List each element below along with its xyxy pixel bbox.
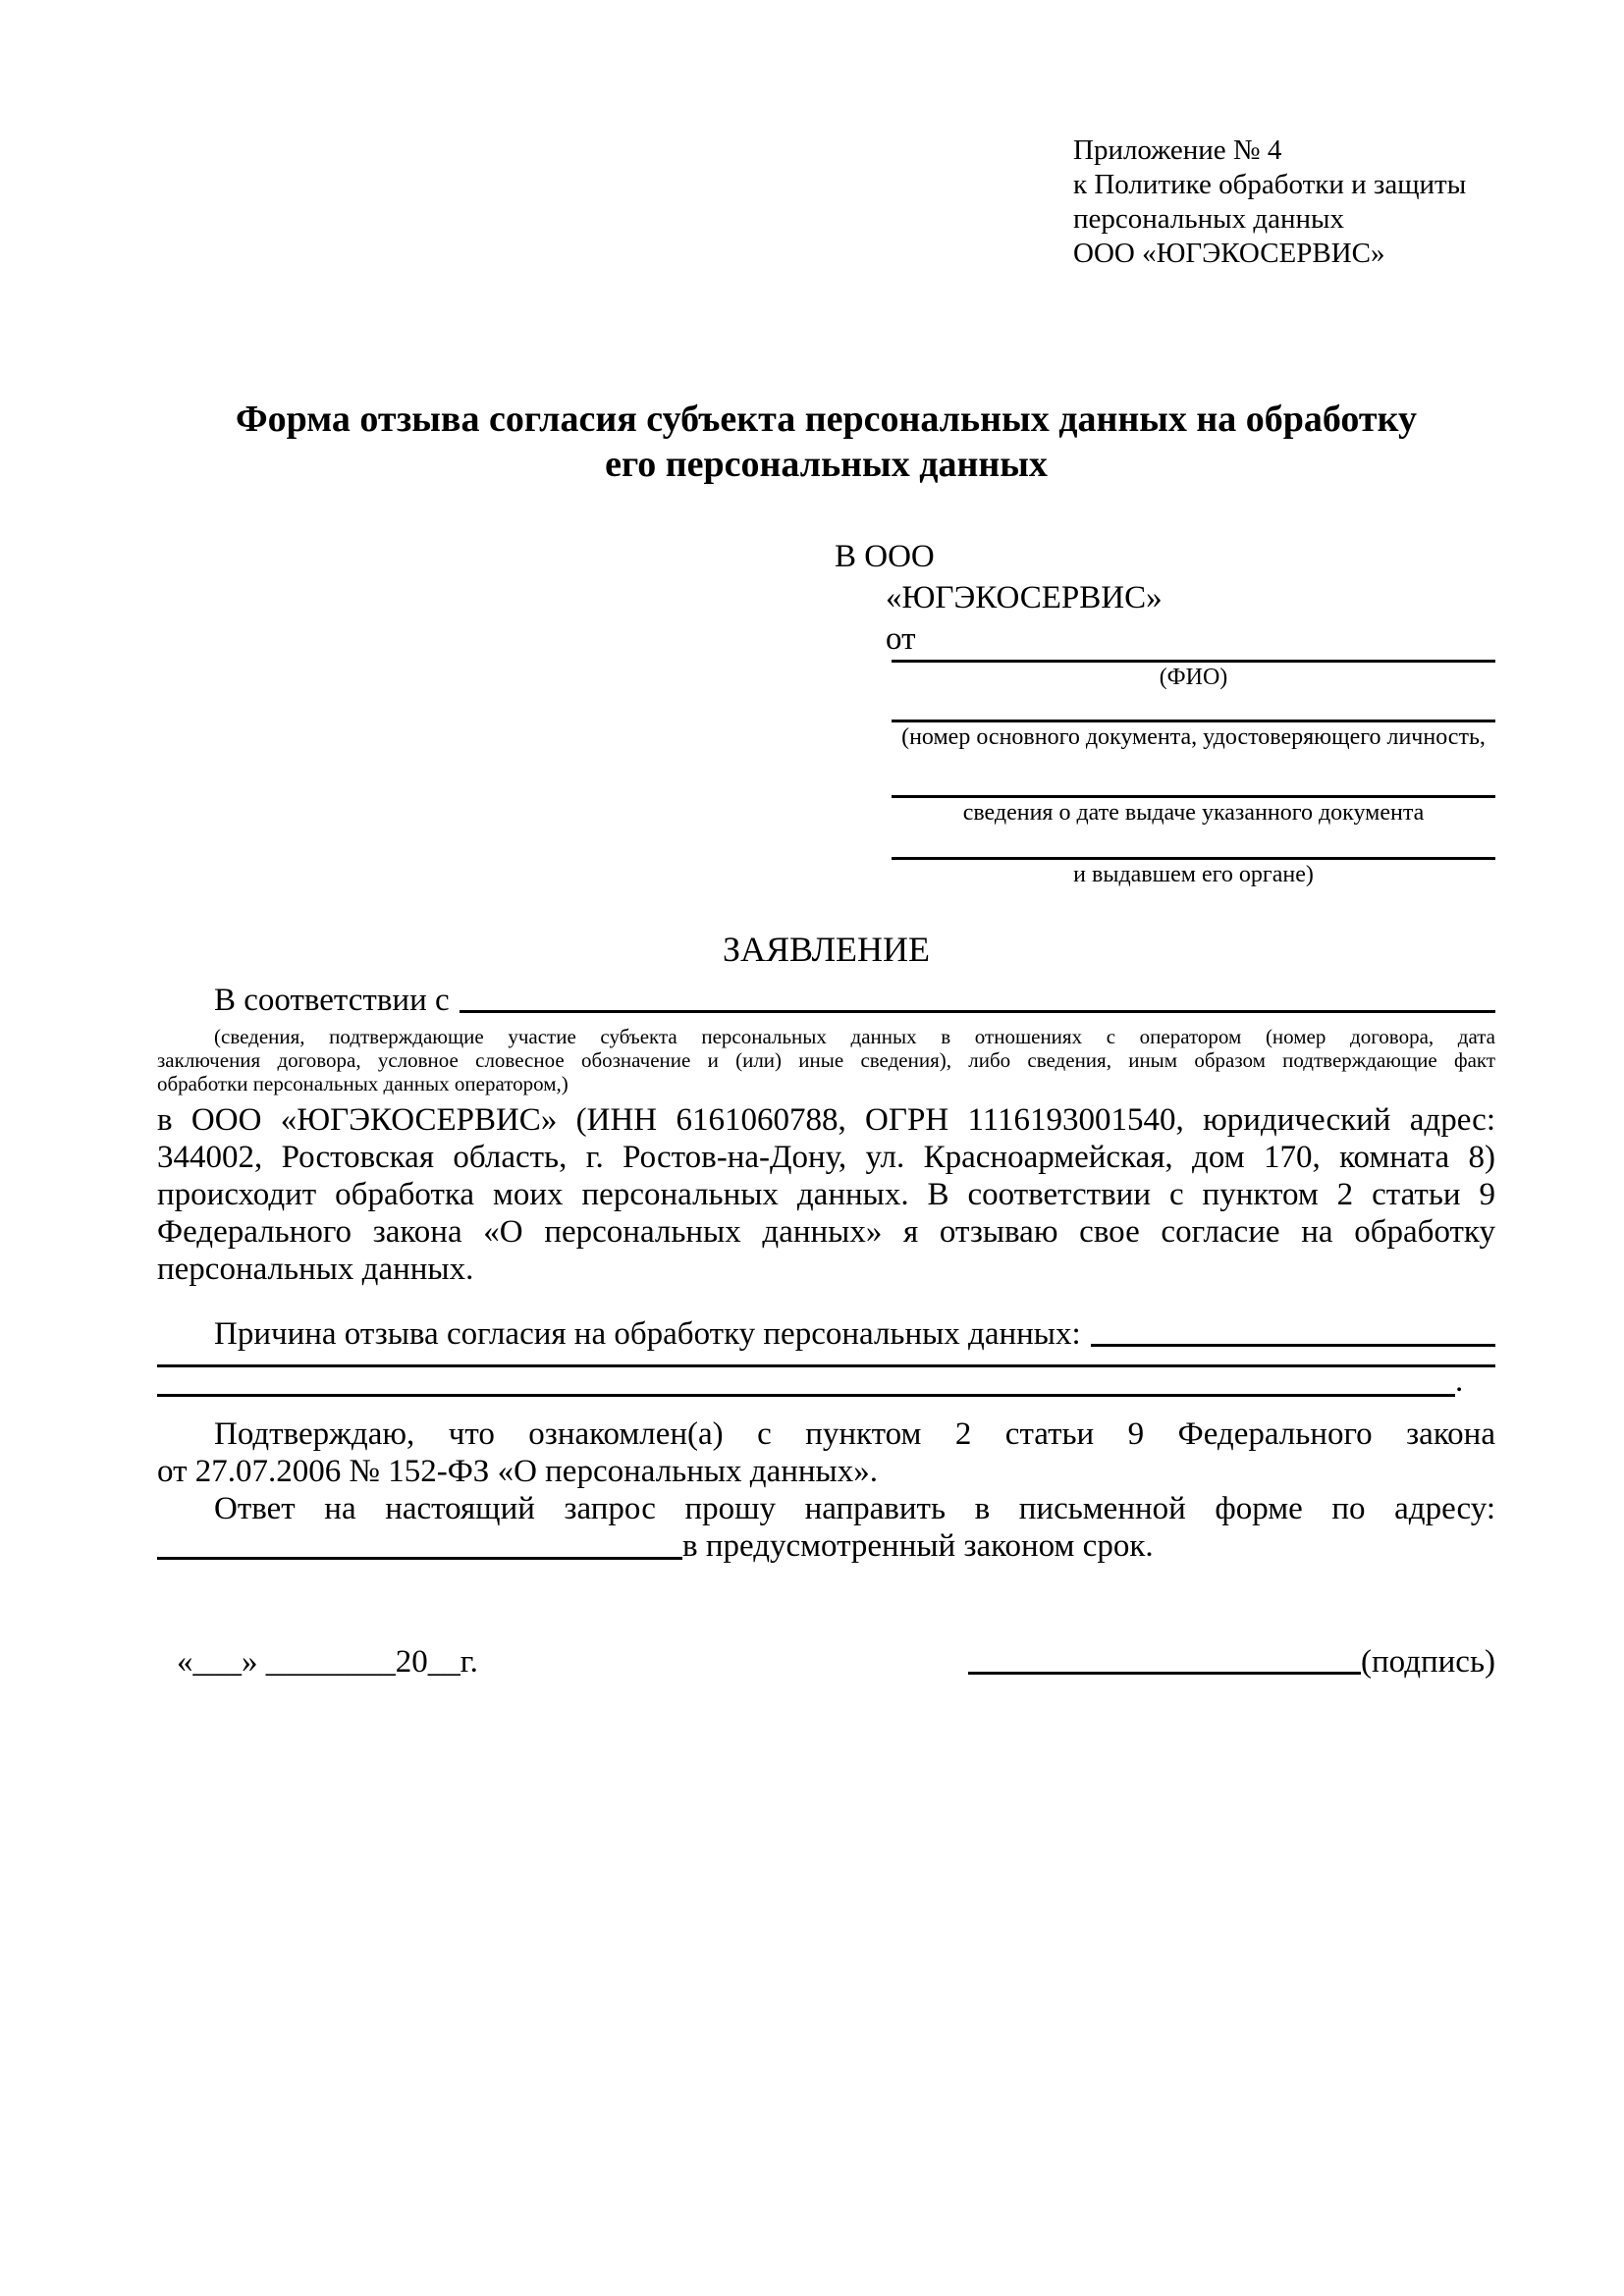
document-number-caption: (номер основного документа, удостоверяющего личность, [901,724,1486,750]
fine-print-line: заключения договора, условное словесное обозначение и (или) иные сведения), либо сведения, иным образом подтверждающие факт [157,1048,1495,1072]
appendix-header [1073,133,1466,271]
addressee-to: В ООО [835,539,935,574]
document-title [157,397,1495,487]
appendix-line: персональных данных [1073,203,1345,235]
fine-print-line: (сведения, подтверждающие участие субъекта персональных данных в отношениях с оператором (номер договора, дата [214,1025,1495,1048]
intro-prefix: В соответствии с [214,983,450,1018]
issue-date-caption: сведения о дате выдаче указанного документа [962,800,1425,826]
body-paragraph [157,1101,1495,1288]
body-line: происходит обработка моих персональных данных. В соответствии с пунктом 2 статьи 9 [157,1177,1495,1212]
reply-line: Ответ на настоящий запрос прошу направить в письменной форме по адресу: [214,1491,1495,1526]
reason-line [157,1315,1495,1353]
appendix-line: к Политике обработки и защиты [1073,169,1467,200]
body-line: в ООО «ЮГЭКОСЕРВИС» (ИНН 6161060788, ОГРН 1116193001540, юридический адрес: [157,1102,1495,1138]
confirmation-line: от 27.07.2006 № 152-ФЗ «О персональных данных». [157,1454,878,1489]
address-field-line[interactable] [157,1527,682,1560]
reason-prefix: Причина отзыва согласия на обработку персональных данных: [214,1316,1081,1352]
reply-address-row [157,1527,1495,1565]
body-line: персональных данных. [157,1252,474,1287]
document-title-line: его персональных данных [605,444,1048,485]
sentence-period: . [1455,1363,1464,1399]
reason-field-line-3[interactable] [157,1394,1455,1397]
body-line: 344002, Ростовская область, г. Ростов-на-Дону, ул. Красноармейская, дом 170, комната 8) [157,1140,1495,1175]
signature-caption: (подпись) [1361,1644,1495,1680]
intro-line [157,982,1495,1019]
addressee-block [835,536,1495,887]
signature-block [968,1643,1495,1681]
issuing-authority-caption: и выдавшем его органе) [1073,862,1314,887]
appendix-line: ООО «ЮГЭКОСЕРВИС» [1073,238,1385,269]
addressee-org: «ЮГЭКОСЕРВИС» [886,580,1163,615]
fine-print [157,1025,1495,1095]
confirmation-line: Подтверждаю, что ознакомлен(а) с пунктом 2 статьи 9 Федерального закона [214,1416,1495,1452]
body-line: Федерального закона «О персональных данных» я отзываю свое согласие на обработку [157,1214,1495,1250]
appendix-line: Приложение № 4 [1073,134,1282,166]
fio-caption: (ФИО) [1159,665,1228,690]
date-field[interactable]: «___» ________20__г. [177,1644,478,1680]
statement-section [157,929,1495,1681]
basis-field-line[interactable] [460,982,1495,1013]
fine-print-line: обработки персональных данных оператором,) [157,1072,568,1095]
confirmation-paragraph [157,1415,1495,1490]
reason-field-line-3-row [157,1363,1495,1400]
reason-field-line[interactable] [1091,1315,1495,1347]
footer-row [157,1643,1495,1681]
addressee-from: от [886,621,916,657]
reply-line-suffix: в предусмотренный законом срок. [682,1528,1154,1564]
document-title-line: Форма отзыва согласия субъекта персональных данных на обработку [236,399,1417,440]
statement-heading: ЗАЯВЛЕНИЕ [722,930,931,969]
signature-field-line[interactable] [968,1672,1361,1675]
reply-paragraph [157,1490,1495,1565]
